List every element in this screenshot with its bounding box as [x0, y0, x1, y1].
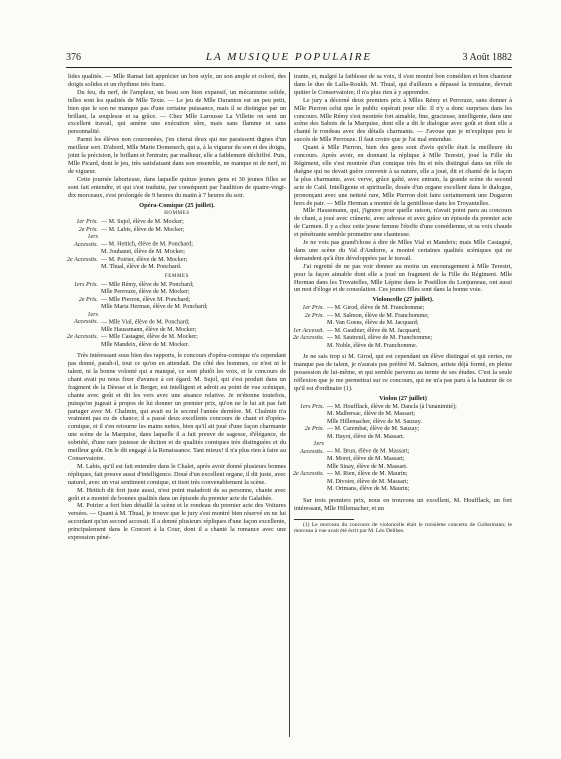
paragraph: Le jury a décerné deux premiers prix à Mlles Rémy et Perrouze, sans donner à Mlle Pierron celui que le public espérait pour elle. Il n'y a donc surprises dans les concours. Mlle Rémy s'est montrée fort aimable, fine, gracieuse, intelligente, dans une scène des Sabots de la Marquise, dont elle a dit le dialogue avec goût et dont elle a chanté le rondeau avec des détails charmants. — J'avoue que je m'explique peu le succès de Mlle Perrouze. Il faut croire que je l'ai mal entendue.	[294, 96, 512, 144]
left-column	[68, 73, 286, 542]
page-header	[66, 52, 512, 66]
award-entry: M. Jouhanet, élève de M. Mocker;	[101, 249, 185, 256]
footnote-rule	[294, 519, 354, 520]
paragraph: Mlle Haussmann, qui, j'ignore pour quelle raison, n'avait point paru au concours de chant, a joué avec crânerie, avec adresse et avec grâce un épisode du premier acte de Carmen. Il y a chez cette jeune femme l'étoffe d'une comédienne, et sa voix chaude et pénétrante semble promettre une chanteuse.	[294, 207, 512, 239]
award-entry: 2e Accessits. — M. Rien, élève de M. Maurin;	[292, 471, 408, 478]
award-entry: Mlle Sinay, élève de M. Massart.	[327, 463, 408, 470]
award-entry: 1ers Prix. — M. Houfflack, élève de M. Dancla (à l'unanimité);	[299, 403, 457, 410]
award-entry: M. Hayot, élève de M. Massart.	[327, 433, 405, 440]
award-entry: 1er Prix. — M. Girod, élève de M. Franchomme;	[302, 305, 425, 312]
paragraph: Je ne vois pas grand'chose à dire de Mlles Vial et Mandeix; mais Mlle Castagné, dans une scène du Val d'Andorre, a montré certaines qualités scéniques qui ne demandent qu'à être développées par le travail.	[294, 239, 512, 262]
award-entry: Mlle Mandeix, élève de M. Mocker.	[101, 341, 189, 348]
paragraph: Sur trois premiers prix, nous en trouvons un excellent, M. Houfflack, un fort intéressant, Mlle Hillemacher, et un	[294, 496, 512, 512]
award-entry: Mlle Maria Herman, élève de M. Ponchard;	[101, 304, 208, 311]
paragraph: Je ne sais trop si M. Girod, qui est cependant un élève distingué et qui certes, ne manque pas de talent, je n'aurais pas préféré M. Salmon, artiste déjà formé, en pleine possession de lui-même, et qui semble parvenu au terme de ses études. C'est la seule réflexion que je me permettrai sur ce concours, qui ne m'a pas paru à la hauteur de ce qu'il est d'ordinaire (1).	[294, 353, 512, 392]
award-list-violon	[294, 404, 512, 494]
award-entry: 2e Prix. — M. Salmon, élève de M. Franchomme;	[304, 312, 429, 319]
paragraph: Quant à Mlle Pierron, bien des gens sont d'avis qu'elle était la meilleure du concours. Après avoir, en donnant la réplique à Mlle Terestri, joué la Fille du Régiment, elle s'est montrée d'un comique très fin et très distingué dans un rôle de duègne qui ne devait guère convenir à sa nature, elle a joué, dit et chanté de la façon la plus charmante, avec verve, grâce gaîté, avec entrain, la grande scène du second acte de Caïd. Intelligente et spirituelle, douée d'un organe excellent dans le dialogue, prononçant avec une netteté rare, Mlle Pierron doit faire certainement une Dugazon hors de pair. — Mlle Herman a montré de la gentillesse dans les Troyantelles.	[294, 144, 512, 207]
award-entry: M. Moret, élève de M. Massart;	[327, 456, 405, 463]
subsection-hommes: HOMMES	[164, 211, 190, 217]
award-list-hommes	[68, 219, 286, 272]
paragraph: M. Labis, qu'il est fait entendre dans le Chalet, après avoir donné plusieurs bonnes répliques, fait preuve aussi d'intelligence. Doué d'un excellent organe, il dit juste, avec naturel, avec un vrai sentiment comique, et tient très convenablement la scène.	[68, 462, 286, 486]
award-entry: M. Van Goens, élève de M. Jacquard;	[327, 320, 419, 327]
award-entry: M. Ortmans, élève de M. Maurin;	[327, 486, 410, 493]
award-entry: 2e Accessits. — M. Sautreuil, élève de M. Franchomme;	[292, 335, 433, 342]
award-entry: Mlle Haussmann, élève de M. Mocker;	[101, 326, 197, 333]
award-entry: 1ers Prix. — Mlle Rémy, élève de M. Ponchard;	[73, 281, 194, 288]
section-title-violon: Violon (27 juillet)	[379, 394, 427, 402]
paragraph: Cette journée laborieuse, dans laquelle quinze jeunes gens et 30 jeunes filles se sont fait entendre, et qui s'est traduite, par conséquent par l'audition de quatre-vingt-dix morceaux, s'est prolongée de 9 heures du matin à 7 heures du soir.	[68, 175, 286, 199]
publication-title: LA MUSIQUE POPULAIRE	[205, 51, 373, 63]
paragraph: trante, et, malgré la faiblesse de sa voix, il s'est montré bon comédien et bon chanteur dans le duo de Lalla-Roukh. M. Thual, qui d'ailleurs a dépassé la trentaine, devrait quitter le Conservatoire; il n'a plus rien à y apprendre.	[294, 73, 512, 96]
footnote: (1) Le morceau du concours de violoncelle était le troisième concerto de Goltermann; le morceau à vue avait été écrit par M. Léo Delibes.	[294, 521, 512, 535]
award-entry: Mlle Hillemacher, élève de M. Sauzay.	[327, 418, 422, 425]
page-number: 376	[66, 52, 81, 63]
award-entry: 2e Accessits. — Mlle Castagné, élève de M. Mocker;	[66, 334, 198, 341]
award-entry: 1er Accessit. — M. Gauthier, élève de M. Jacquard;	[292, 327, 421, 334]
award-entry: M. Divoire, élève de M. Massart;	[327, 478, 409, 485]
issue-date: 3 Août 1882	[462, 52, 512, 63]
award-entry: 1ers Accessits. — M. Brun, élève de M. Massart;	[300, 441, 410, 455]
award-entry: M. Thual, élève de M. Ponchard.	[101, 264, 182, 271]
paragraph: M. Poirier a fort bien détaillé la scène et le rondeau du premier acte des Voitures versées. — Quant à M. Thual, je trouve que le jury s'est montré bien réservé en ne lui accordant qu'un second accessit. Il a donné plusieurs répliques d'une façon excellente, principalement dans le Concert à la Cour, dont il a chanté la romance avec une expression péné-	[68, 502, 286, 542]
paragraph: Très intéressant sous bien des rapports, le concours d'opéra-comique n'a cependant pas donné, paraît-il, tout ce qu'on en attendait. Du côté des hommes, ce n'est ni le talent, ni la bonne volonté qui a manqué, ce sont plutôt les voix, et le concours de chant avait pu nous fixer d'avance à cet égard. M. Sujol, qui s'est produit dans un fragment de la Dèesse et le Berger, est intelligent et adroit au point de vue scénique, chante avec goût et dit les vers avec une aisance relative. Je m'étonne toutefois, puisqu'on jugeait à propos de lui donner un premier prix, qu'on ne le lui ait pas fait partager avec M. Chalmin, qui avait eu le second l'année dernière. M. Chalmin n'a vraiment pas eu de chance; il a passé deux excellents concours de chant et d'opéra-comique, et il s'en retourne les mains nettes, bien qu'il ait joué d'une façon charmante une scène de la Marquise, dans laquelle il a fait preuve de sagesse, d'élégance, de sobriété, d'une rare justesse de diction et de qualités comiques très distinguées et du meilleur goût. On le dit engagé à la Renaissance. Tant mieux! il n'a plus rien à faire au Conservatoire.	[68, 352, 286, 462]
award-list-femmes	[68, 282, 286, 350]
section-title-opera-comique: Opéra-Comique (25 juillet).	[139, 201, 215, 209]
award-entry: M. Malbersac, élève de M. Massart;	[327, 411, 415, 418]
award-entry: 2e Accessits. — M. Poirier, élève de M. Mocker;	[66, 256, 188, 263]
award-entry: 2e Prix. — M. Carembat, élève de M. Sauzay;	[304, 426, 420, 433]
award-entry: M. Noble, élève de M. Franchomme.	[327, 342, 418, 349]
paragraph: Du feu, du nerf, de l'ampleur, un beau son bien expansif, un mécanisme solide, telles sont les qualités de Mlle Texte. — Le jeu de Mlle Duranton est un peu petit, bien que le son ne manque pas d'une certaine puissance, mais il se distingue par un brillant, la souplesse et sa grâce. — Chez Mlle Larousse La Villette on sent un excellent travail, qui amène une exécution sûre, mais sans flamme et sans personnalité.	[68, 88, 286, 136]
award-entry: 1ers Accessits. — Mlle Vial, élève de M. Ponchard;	[74, 311, 190, 326]
award-list-violoncelle	[294, 305, 512, 350]
subsection-femmes: FEMMES	[164, 273, 190, 279]
paragraph: M. Hettich dit fort juste aussi, n'est point maladroit de sa personne, chante avec goût et a montré de bonnes qualités dans un épisode du premier acte de Galathée.	[68, 486, 286, 502]
award-entry: Mlle Perrouze, élève de M. Mocker;	[101, 289, 190, 296]
award-entry: 1er Prix. — M. Sujol, élève de M. Mocker;	[76, 219, 184, 226]
award-entry: 2e Prix. — M. Labis, élève de M. Mocker;	[78, 226, 185, 233]
header-rule	[66, 67, 512, 68]
column-divider	[289, 72, 290, 737]
section-title-violoncelle: Violoncelle (27 juillet).	[372, 296, 434, 304]
paragraph: Parmi les élèves non couronnées, j'en citerai deux qui me paraissent dignes d'un meilleur sort. D'abord, Mlle Marie Domenech, qui a, à la vigueur du son et des doigts, joint la précision, le brillant et l'entrain; par malheur, elle a faiblement déchiffré. Puis, Mlle Picard, dont le jeu, très satisfaisant dans son ensemble, ne manque ni de nerf, ni de vigueur.	[68, 136, 286, 175]
award-entry: 1ers Accessits. — M. Hettich, élève de M. Ponchard;	[74, 234, 193, 248]
paragraph: lides qualités. — Mlle Ramat fait apprécier un bon style, un son ample et coloré, des doigts solides et un rhythme très franc.	[68, 73, 286, 88]
award-entry: 2e Prix. — Mlle Pierron, élève M. Ponchard;	[78, 296, 191, 303]
right-column	[294, 73, 512, 535]
paragraph: J'ai regretté de ne pas voir donner au moins un encouragement à Mlle Terestri, pour la façon aimable dont elle a joué un fragment de la Fille du Régiment. Mlle Herman dans les Trovatelles, Mlle Lépine dans le Postillon du Lonjumeau, ont aussi un mot d'éloge et de consolation. Ces jeunes filles sont dans la bonne voie.	[294, 262, 512, 294]
